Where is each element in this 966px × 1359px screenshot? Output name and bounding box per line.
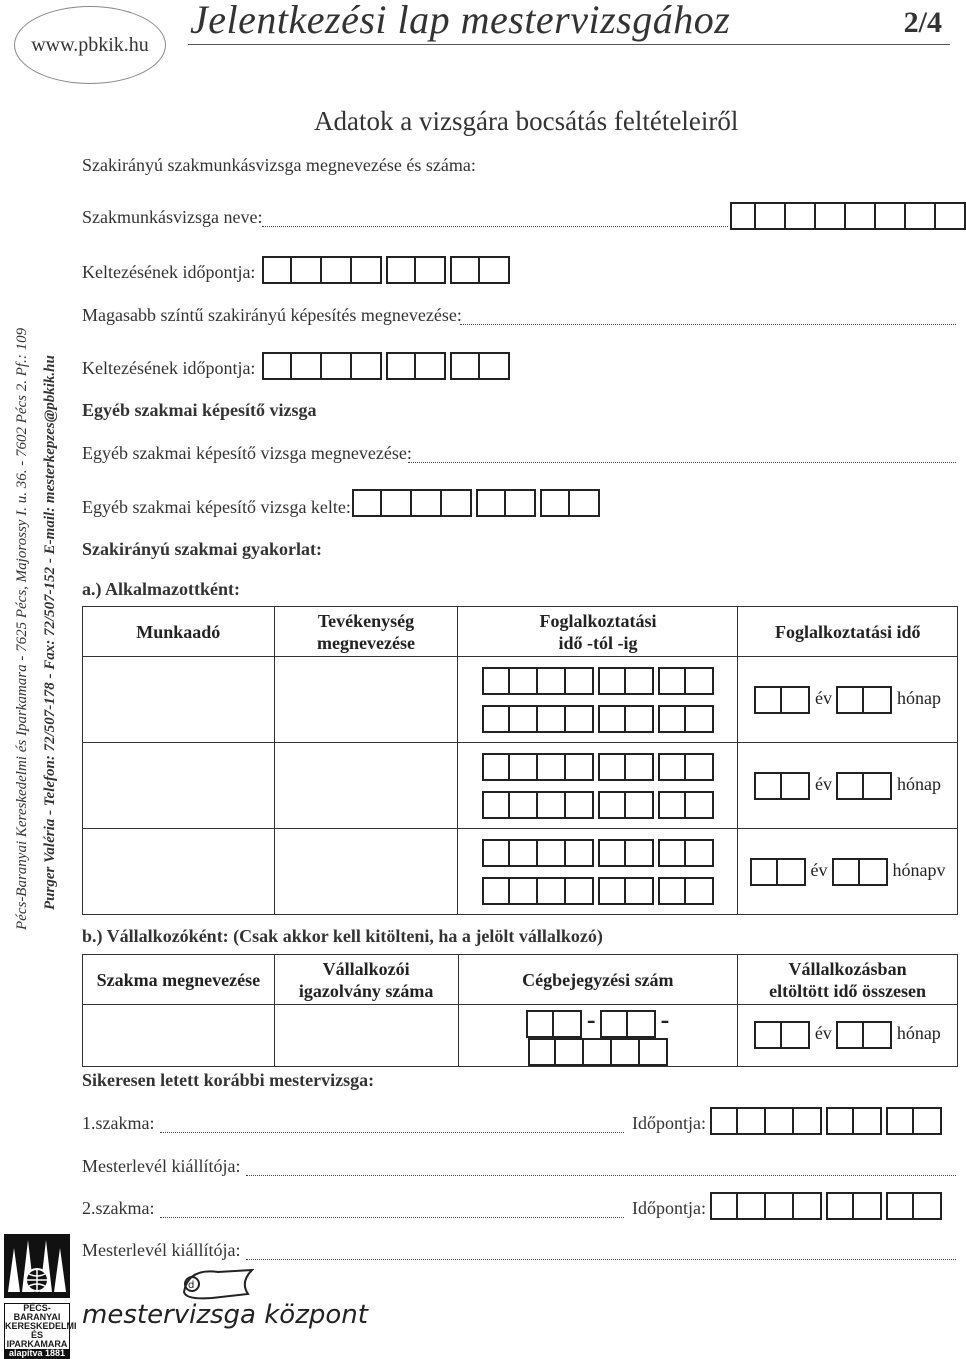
website-label: www.pbkik.hu	[31, 33, 149, 56]
col-idotol-ig: Foglalkoztatási idő -tól -ig	[458, 607, 738, 657]
gyakorlat-title: Szakirányú szakmai gyakorlat:	[82, 539, 323, 559]
mesterlevel1-label: Mesterlevél kiállítója:	[82, 1156, 241, 1176]
cegbejegyzes-cell[interactable]	[458, 1005, 738, 1067]
svg-text:d: d	[188, 1280, 195, 1291]
keltezes1-date-boxes[interactable]	[262, 256, 510, 284]
egyeb-megnevezes-label: Egyéb szakmai képesítő vizsga megnevezése:	[82, 443, 412, 463]
egyeb-megnevezes-input[interactable]	[408, 462, 956, 463]
szakmunkasvizsga-input[interactable]	[262, 226, 728, 227]
logo-line: PÉCS-BARANYAI	[13, 1303, 61, 1322]
ev-label: év	[814, 1023, 832, 1044]
foglalkoztatasi-ido-cell[interactable]	[738, 743, 958, 829]
dash: -	[586, 1005, 596, 1034]
col-cegbejegyzes: Cégbejegyzési szám	[458, 955, 738, 1005]
munkaado-cell[interactable]	[83, 829, 275, 915]
mesterlevel2-label: Mesterlevél kiállítója:	[82, 1240, 241, 1260]
side-contact: Purger Valéria - Telefon: 72/507-178 - Fax: 72/507-152 - E-mail: mesterkepzes@pbkik.hu	[42, 355, 58, 910]
website-oval	[14, 6, 166, 84]
szakmunkasvizsga-number-boxes[interactable]	[730, 202, 966, 230]
honap-label: hónap	[896, 687, 941, 708]
szakma1-label: 1.szakma:	[82, 1113, 155, 1133]
chamber-logo-icon	[4, 1234, 70, 1298]
footer-brand: mestervizsga központ	[82, 1300, 368, 1330]
side-address: Pécs-Baranyai Kereskedelmi és Iparkamara - 7625 Pécs, Majorossy I. u. 36. - 7602 Pécs 2. Pf.: 109	[14, 327, 30, 930]
mesterlevel2-input[interactable]	[246, 1259, 956, 1260]
scroll-diploma-icon	[178, 1262, 258, 1302]
col-eltoltott-ido: Vállalkozásban eltöltött idő összesen	[738, 955, 958, 1005]
munkaado-cell[interactable]	[83, 743, 275, 829]
idopont2-label: Időpontja:	[632, 1198, 706, 1218]
sikeres-title: Sikeresen letett korábbi mestervizsga:	[82, 1070, 375, 1090]
keltezes2-date-boxes[interactable]	[262, 352, 510, 380]
header-divider	[188, 44, 950, 45]
mesterlevel1-input[interactable]	[246, 1175, 956, 1176]
idotol-ig-cell[interactable]	[458, 743, 738, 829]
col-igazolvany: Vállalkozói igazolvány száma	[274, 955, 458, 1005]
ev-label: év	[814, 687, 832, 708]
col-foglalkoztatasi-ido: Foglalkoztatási idő	[738, 607, 958, 657]
chamber-logo	[4, 1234, 77, 1358]
egyeb-kelte-date-boxes[interactable]	[352, 489, 600, 517]
logo-line: KERESKEDELMI	[5, 1321, 77, 1331]
table-alkalmazott	[82, 606, 958, 915]
honap-label: hónap	[896, 1023, 941, 1044]
ev-label: év	[814, 773, 832, 794]
page-title: Jelentkezési lap mestervizsgához	[190, 0, 731, 42]
col-tevekenyseg: Tevékenység megnevezése	[274, 607, 458, 657]
a-title: a.) Alkalmazottként:	[82, 579, 240, 599]
dash: -	[660, 1005, 670, 1034]
col-munkaado: Munkaadó	[83, 607, 275, 657]
ev-label: év	[810, 859, 828, 880]
keltezes1-label: Keltezésének időpontja:	[82, 262, 256, 282]
logo-line: alapítva 1881	[5, 1349, 69, 1358]
honap-label: hónap	[896, 773, 941, 794]
col-szakma: Szakma megnevezése	[83, 955, 275, 1005]
szakmunkasvizsga-label: Szakmunkásvizsga neve:	[82, 207, 263, 227]
munkaado-cell[interactable]	[83, 657, 275, 743]
egyeb-kelte-label: Egyéb szakmai képesítő vizsga kelte:	[82, 497, 351, 517]
tevekenyseg-cell[interactable]	[274, 743, 458, 829]
page-number: 2/4	[903, 6, 942, 39]
section-title: Adatok a vizsgára bocsátás feltételeiről	[314, 106, 739, 136]
szakma2-label: 2.szakma:	[82, 1198, 155, 1218]
idopont1-date-boxes[interactable]	[710, 1107, 942, 1135]
magasabb-label: Magasabb színtű szakirányú képesítés megnevezése:	[82, 305, 462, 325]
szakiranyu-title: Szakirányú szakmunkásvizsga megnevezése és száma:	[82, 155, 476, 175]
honap-label: hónapv	[892, 859, 946, 880]
logo-line: ÉS IPARKAMARA	[6, 1330, 68, 1349]
szakma1-input[interactable]	[160, 1132, 624, 1133]
tevekenyseg-cell[interactable]	[274, 829, 458, 915]
szakma-cell[interactable]	[83, 1005, 275, 1067]
idotol-ig-cell[interactable]	[458, 657, 738, 743]
magasabb-input[interactable]	[460, 324, 956, 325]
szakma2-input[interactable]	[160, 1217, 624, 1218]
table-row	[83, 1005, 958, 1067]
igazolvany-cell[interactable]	[274, 1005, 458, 1067]
tevekenyseg-cell[interactable]	[274, 657, 458, 743]
keltezes2-label: Keltezésének időpontja:	[82, 358, 256, 378]
table-vallalkozo	[82, 954, 958, 1067]
idopont2-date-boxes[interactable]	[710, 1192, 942, 1220]
idotol-ig-cell[interactable]	[458, 829, 738, 915]
table-row	[83, 829, 958, 915]
foglalkoztatasi-ido-cell[interactable]	[738, 829, 958, 915]
foglalkoztatasi-ido-cell[interactable]	[738, 657, 958, 743]
eltoltott-ido-cell[interactable]	[738, 1005, 958, 1067]
idopont1-label: Időpontja:	[632, 1113, 706, 1133]
table-row	[83, 657, 958, 743]
b-title: b.) Vállalkozóként: (Csak akkor kell kitölteni, ha a jelölt vállalkozó)	[82, 926, 603, 946]
egyeb-title: Egyéb szakmai képesítő vizsga	[82, 400, 317, 420]
table-row	[83, 743, 958, 829]
